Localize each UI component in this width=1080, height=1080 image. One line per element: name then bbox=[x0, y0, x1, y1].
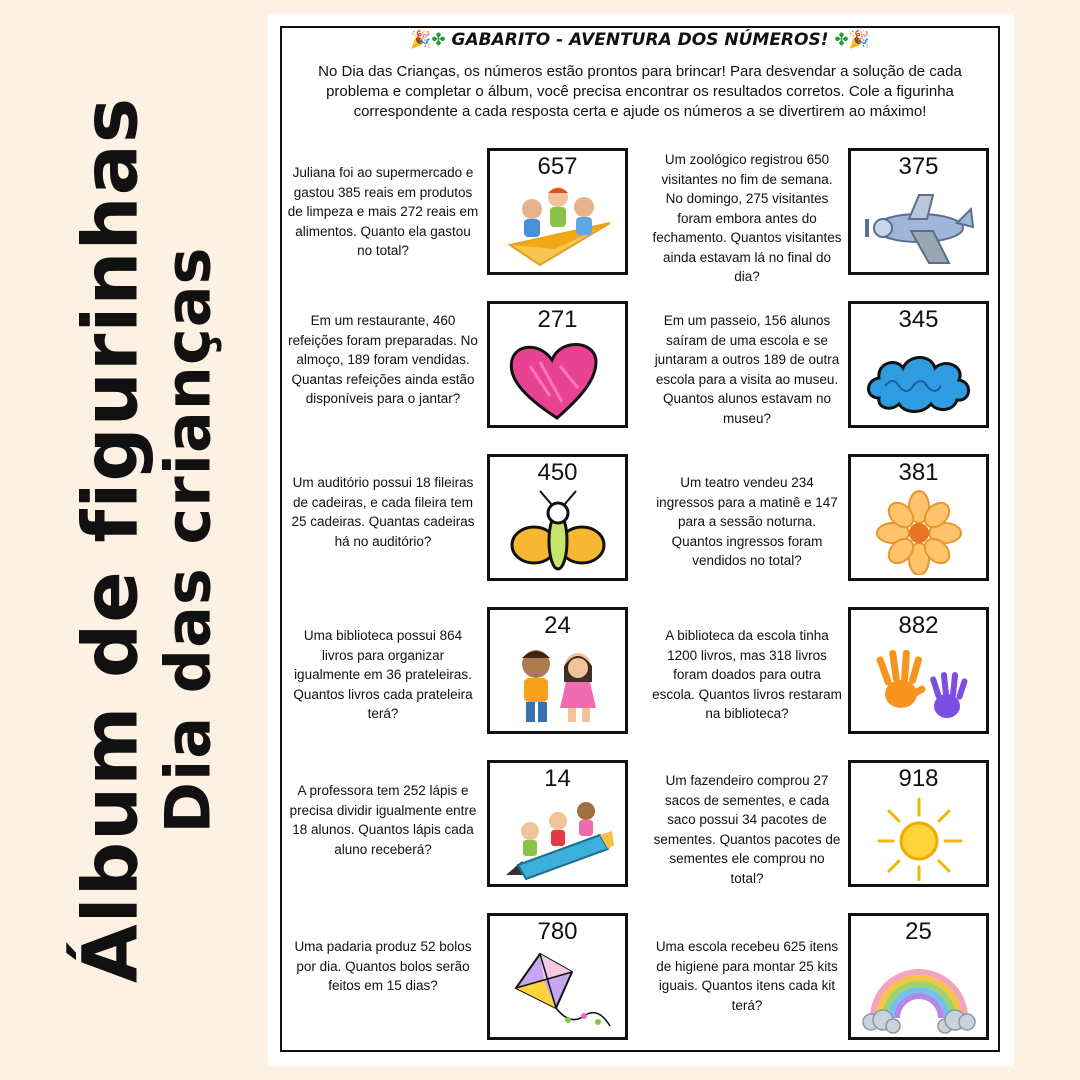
sticker-card bbox=[487, 454, 628, 581]
problem-text: Em um restaurante, 460 refeições foram preparadas. No almoço, 189 foram vendidas. Quantas refeições ainda estão disponíveis para o jantar? bbox=[288, 313, 478, 406]
problem-text: A biblioteca da escola tinha 1200 livros, mas 318 livros foram doados para outra escola. Quantos livros restaram na biblioteca? bbox=[652, 628, 842, 721]
airplane-icon bbox=[861, 183, 976, 269]
answer-number: 271 bbox=[537, 306, 578, 333]
cloud-icon bbox=[861, 336, 976, 422]
two-kids-icon bbox=[500, 642, 615, 728]
answer-number: 375 bbox=[898, 153, 939, 180]
side-title: Álbum de figurinhas bbox=[65, 96, 155, 984]
problem-text: Um teatro vendeu 234 ingressos para a matinê e 147 para a sessão noturna. Quantos ingressos foram vendidos no total? bbox=[656, 475, 838, 568]
sticker-card bbox=[848, 148, 989, 275]
answer-number: 450 bbox=[537, 459, 578, 486]
handprints-icon bbox=[861, 642, 976, 728]
problem-text: A professora tem 252 lápis e precisa dividir igualmente entre 18 alunos. Quantos lápis cada aluno receberá? bbox=[289, 783, 477, 857]
problem-text: Juliana foi ao supermercado e gastou 385 reais em produtos de limpeza e mais 272 reais em alimentos. Quanto ela gastou no total? bbox=[287, 165, 479, 258]
sticker-card bbox=[848, 913, 989, 1040]
problem-text: Em um passeio, 156 alunos saíram de uma escola e se juntaram a outros 189 de outra escola para a visita ao museu. Quantos alunos estavam no museu? bbox=[654, 313, 840, 426]
kids-on-pencil-icon bbox=[500, 795, 615, 881]
rainbow-icon bbox=[861, 948, 976, 1034]
answer-number: 381 bbox=[898, 459, 939, 486]
answer-number: 25 bbox=[905, 918, 932, 945]
problem-text: Um auditório possui 18 fileiras de cadeiras, e cada fileira tem 25 cadeiras. Quantas cadeiras há no auditório? bbox=[291, 475, 475, 549]
problem-text: Uma biblioteca possui 864 livros para organizar igualmente em 36 prateleiras. Quantos livros cada prateleira terá? bbox=[293, 628, 473, 721]
party-popper-icon: ✤🎉 bbox=[834, 30, 870, 50]
sticker-card bbox=[848, 607, 989, 734]
sticker-card bbox=[487, 148, 628, 275]
side-banner bbox=[0, 0, 262, 1080]
sheet-title: GABARITO - AVENTURA DOS NÚMEROS! bbox=[451, 30, 829, 50]
sticker-card bbox=[848, 301, 989, 428]
party-popper-icon: 🎉✤ bbox=[410, 30, 446, 50]
sticker-card bbox=[848, 760, 989, 887]
sticker-card bbox=[487, 301, 628, 428]
sheet-heading bbox=[280, 30, 1000, 50]
sticker-card bbox=[487, 760, 628, 887]
sticker-card bbox=[487, 913, 628, 1040]
sticker-card bbox=[487, 607, 628, 734]
answer-number: 14 bbox=[544, 765, 571, 792]
problem-text: Uma escola recebeu 625 itens de higiene para montar 25 kits iguais. Quantos itens cada kit terá? bbox=[655, 939, 839, 1013]
butterfly-icon bbox=[500, 489, 615, 575]
answer-number: 657 bbox=[537, 153, 578, 180]
side-subtitle: Dia das crianças bbox=[151, 246, 225, 834]
kids-on-paper-plane-icon bbox=[500, 183, 615, 269]
problem-text: Uma padaria produz 52 bolos por dia. Quantos bolos serão feitos em 15 dias? bbox=[294, 939, 472, 993]
answer-number: 918 bbox=[898, 765, 939, 792]
flower-icon bbox=[861, 489, 976, 575]
kite-icon bbox=[500, 948, 615, 1034]
problem-text: Um zoológico registrou 650 visitantes no fim de semana. No domingo, 275 visitantes foram embora antes do fechamento. Quantos visitantes ainda estavam lá no final do dia? bbox=[652, 152, 842, 284]
sun-icon bbox=[861, 795, 976, 881]
sticker-card bbox=[848, 454, 989, 581]
answer-number: 24 bbox=[544, 612, 571, 639]
problem-text: Um fazendeiro comprou 27 sacos de sementes, e cada saco possui 34 pacotes de sementes. Quantos pacotes de sementes ele comprou no total? bbox=[653, 773, 841, 886]
heart-icon bbox=[500, 336, 615, 422]
answer-number: 345 bbox=[898, 306, 939, 333]
sheet-intro: No Dia das Crianças, os números estão prontos para brincar! Para desvendar a solução de cada problema e completar o álbum, você precisa encontrar os resultados corretos. Cole a figurinha correspondente a cada resposta certa e ajude os números a se divertirem ao máximo! bbox=[318, 63, 962, 120]
answer-number: 780 bbox=[537, 918, 578, 945]
answer-number: 882 bbox=[898, 612, 939, 639]
